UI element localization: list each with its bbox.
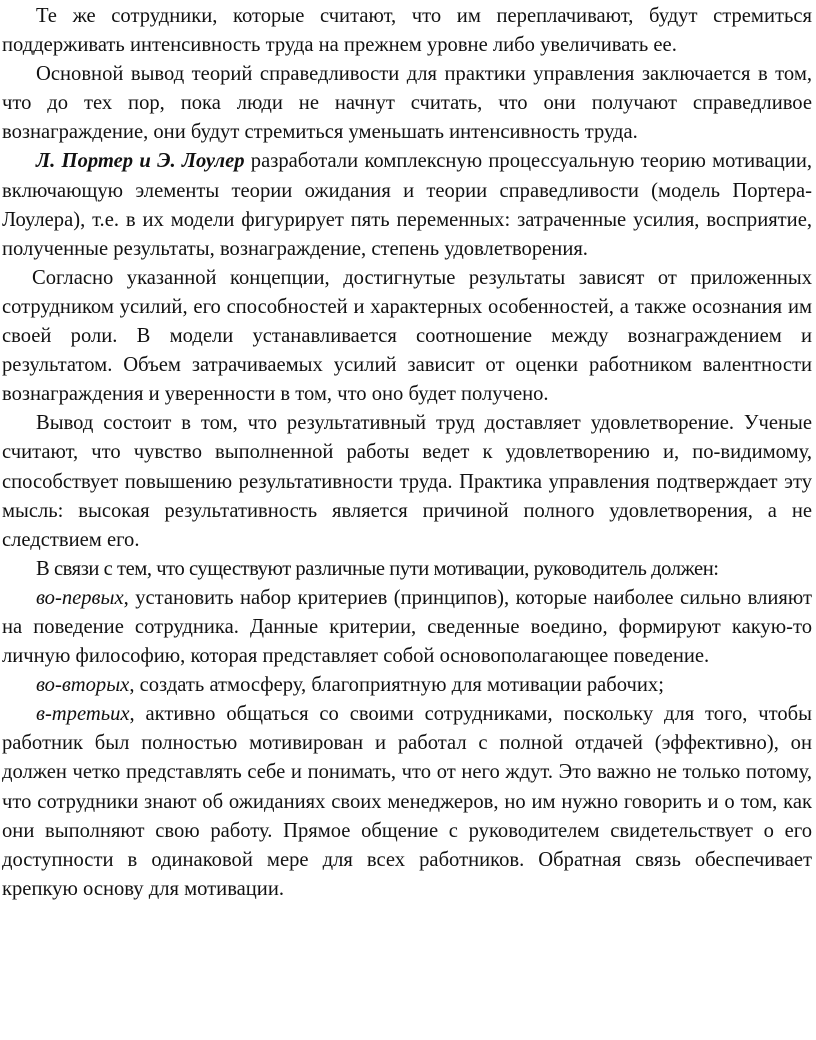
list-item-marker: во-вторых	[36, 674, 130, 697]
paragraph-text: , установить набор критериев (принципов), которые наиболее сильно влияют на поведение сотрудника. Данные критерии, сведенные воедино, формируют какую-то личную философию, которая представляет собой основополагающее поведение.	[2, 586, 812, 668]
paragraph-text: разработали комплексную процессуальную теорию мотивации, включающую элементы теории ожидания и теории справедливости (модель Портера-Лоулера), т.е. в их модели фигурирует пять переменных: затраченные усилия, восприятие, полученные результаты, вознаграждение, степень удовлетворения.	[2, 150, 812, 260]
list-item-marker: во-первых	[36, 586, 124, 609]
paragraph-satisfaction-conclusion	[2, 409, 812, 554]
paragraph-porter-lawler-model	[2, 147, 812, 263]
paragraph-manager-should	[2, 555, 812, 584]
paragraph-text: , активно общаться со своими сотрудниками, поскольку для того, чтобы работник был полностью мотивирован и работал с полной отдачей (эффективно), он должен четко представлять себе и понимать, что от него ждут. Это важно не только потому, что сотрудники знают об ожиданиях своих менеджеров, но им нужно говорить и о том, как они выполняют свою работу. Прямое общение с руководителем свидетельствует о его доступности в одинаковой мере для всех работников. Обратная связь обеспечивает крепкую основу для мотивации.	[2, 703, 812, 900]
paragraph-text: Основной вывод теорий справедливости для практики управления заключается в том, что до тех пор, пока люди не начнут считать, что они получают справедливое вознаграждение, они будут стремиться уменьшать интенсивность труда.	[2, 63, 812, 144]
paragraph-equity-conclusion	[2, 60, 812, 147]
paragraph-text: , создать атмосферу, благоприятную для мотивации рабочих;	[129, 674, 664, 697]
paragraph-overpaid-employees	[2, 2, 812, 60]
paragraph-text: Те же сотрудники, которые считают, что им переплачивают, будут стремиться поддерживать интенсивность труда на прежнем уровне либо увеличивать ее.	[2, 5, 812, 57]
authors-name: Л. Портер и Э. Лоулер	[36, 150, 245, 173]
paragraph-text: Вывод состоит в том, что результативный труд доставляет удовлетворение. Ученые считают, что чувство выполненной работы ведет к удовлетворению и, по-видимому, способствует повышению результативности труда. Практика управления подтверждает эту мысль: высокая результативность является причиной полного удовлетворения, а не следствием его.	[2, 412, 812, 551]
paragraph-concept-results	[2, 264, 812, 409]
list-item-third	[2, 700, 812, 904]
list-item-first	[2, 584, 812, 671]
list-item-second	[2, 671, 812, 700]
paragraph-text: Согласно указанной концепции, достигнутые результаты зависят от приложенных сотрудником усилий, его способностей и характерных особенностей, а также осознания им своей роли. В модели устанавливается соотношение между вознаграждением и результатом. Объем затрачиваемых усилий зависит от оценки работником валентности вознаграждения и уверенности в том, что оно будет получено.	[2, 266, 812, 406]
paragraph-text: В связи с тем, что существуют различные пути мотивации, руководитель должен:	[36, 557, 719, 580]
list-item-marker: в-третьих	[36, 703, 130, 726]
